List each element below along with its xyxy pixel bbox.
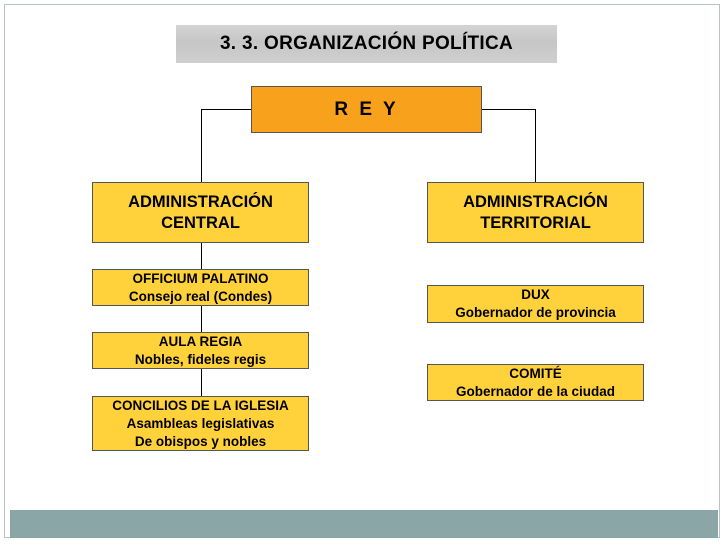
- aula-regia-line-1: AULA REGIA: [158, 333, 243, 349]
- connector-line: [535, 109, 536, 182]
- concilios-line-3: De obispos y nobles: [134, 433, 267, 449]
- rey-box: [251, 86, 482, 133]
- connector-line: [201, 109, 251, 110]
- footer-bar: [10, 510, 718, 538]
- dux-line-1: DUX: [521, 287, 550, 302]
- central-heading-line-2: CENTRAL: [161, 213, 240, 232]
- officium-line-1: OFFICIUM PALATINO: [132, 270, 269, 286]
- territorial-heading-line-2: TERRITORIAL: [480, 213, 591, 232]
- dux-line-2: Gobernador de provincia: [455, 305, 616, 320]
- concilios-box: [92, 396, 309, 451]
- officium-palatino-box: [92, 269, 309, 306]
- connector-line: [201, 243, 202, 396]
- administracion-territorial-box: [427, 182, 644, 243]
- concilios-line-1: CONCILIOS DE LA IGLESIA: [112, 397, 289, 413]
- connector-line: [482, 109, 535, 110]
- slide-title: 3. 3. ORGANIZACIÓN POLÍTICA: [176, 25, 557, 63]
- administracion-central-box: [92, 182, 309, 243]
- concilios-line-2: Asambleas legislativas: [126, 415, 275, 431]
- aula-regia-box: [92, 332, 309, 369]
- aula-regia-line-2: Nobles, fideles regis: [134, 351, 267, 367]
- connector-line: [201, 109, 202, 182]
- comite-line-1: COMITÉ: [509, 365, 562, 381]
- territorial-heading-line-1: ADMINISTRACIÓN: [463, 192, 608, 211]
- comite-line-2: Gobernador de la ciudad: [455, 383, 616, 399]
- officium-line-2: Consejo real (Condes): [128, 288, 273, 304]
- comite-box: [427, 364, 644, 401]
- dux-box: [427, 285, 644, 323]
- central-heading-line-1: ADMINISTRACIÓN: [128, 192, 273, 211]
- rey-label: R E Y: [334, 98, 399, 120]
